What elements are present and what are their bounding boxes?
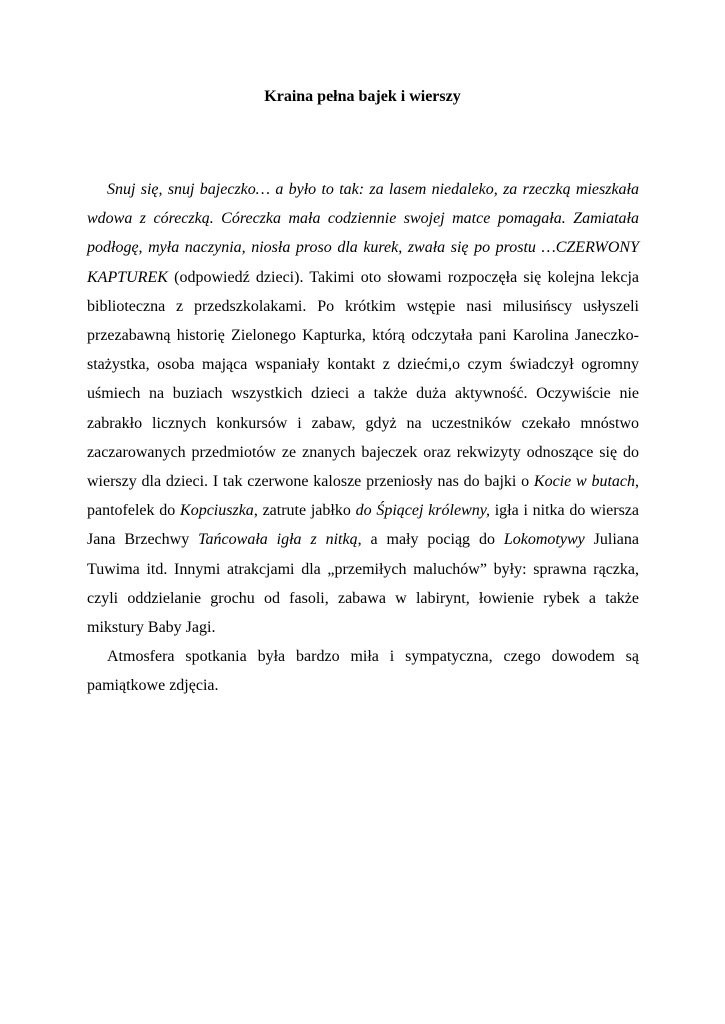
title-kot-w-butach: Kocie w butach bbox=[533, 473, 635, 491]
title-tancowala-igla: Tańcowała igła z nitką bbox=[198, 531, 358, 549]
title-lokomotywa: Lokomotywy bbox=[503, 531, 585, 549]
title-kopciuszek: Kopciuszka bbox=[180, 502, 254, 520]
text-span: (odpowiedź dzieci). Takimi oto słowami rozpoczęła się kolejna lekcja biblioteczna z przedszkolakami. Po krótkim wstępie nasi milusińscy usłyszeli przezabawną historię Zielonego Kapturka, którą odczytała pani Karolina Janeczko- stażystka, osoba mająca wspaniały kontakt z dziećmi,o czym świadczył ogromny uśmiech na buziach wszystkich dzieci a także duża aktywność. Oczywiście nie zabrakło licznych konkursów i zabaw, gdyż na uczestników czekało mnóstwo zaczarowanych przedmiotów ze znanych bajeczek oraz rekwizyty odnoszące się do wierszy dla dzieci. I tak czerwone kalosze przeniosły nas do bajki o bbox=[87, 268, 639, 491]
title-spiaca-krolewna: do Śpiącej królewny, bbox=[355, 502, 490, 520]
paragraph-1 bbox=[87, 175, 639, 642]
intro-rhyme: Snuj się, snuj bajeczko… a było to tak: za lasem niedaleko, za rzeczką mieszkała wdowa z córeczką. Córeczka mała codziennie swojej matce pomagała. Zamiatała podłogę, myła naczynia, niosła proso dla kurek, zwała się po prostu …CZERWONY KAPTUREK bbox=[87, 181, 639, 286]
text-span: , a mały pociąg do bbox=[357, 531, 504, 549]
text-span: , zatrute jabłko bbox=[253, 502, 356, 520]
document-title: Kraina pełna bajek i wierszy bbox=[264, 88, 461, 105]
text-span: igła i nitka do wiersza Jana Brzechwy bbox=[87, 502, 640, 549]
text-span: , pantofelek do bbox=[87, 473, 639, 520]
text-span: Juliana Tuwima itd. Innymi atrakcjami dla „przemiłych maluchów” były: sprawna rączka, czyli oddzielanie grochu od fasoli, zabawa w labirynt, łowienie rybek a także mikstury Baby Jagi. bbox=[87, 531, 639, 637]
paragraph-2: Atmosfera spotkania była bardzo miła i sympatyczna, czego dowodem są pamiątkowe zdjęcia. bbox=[87, 648, 639, 695]
document-body bbox=[87, 175, 639, 701]
